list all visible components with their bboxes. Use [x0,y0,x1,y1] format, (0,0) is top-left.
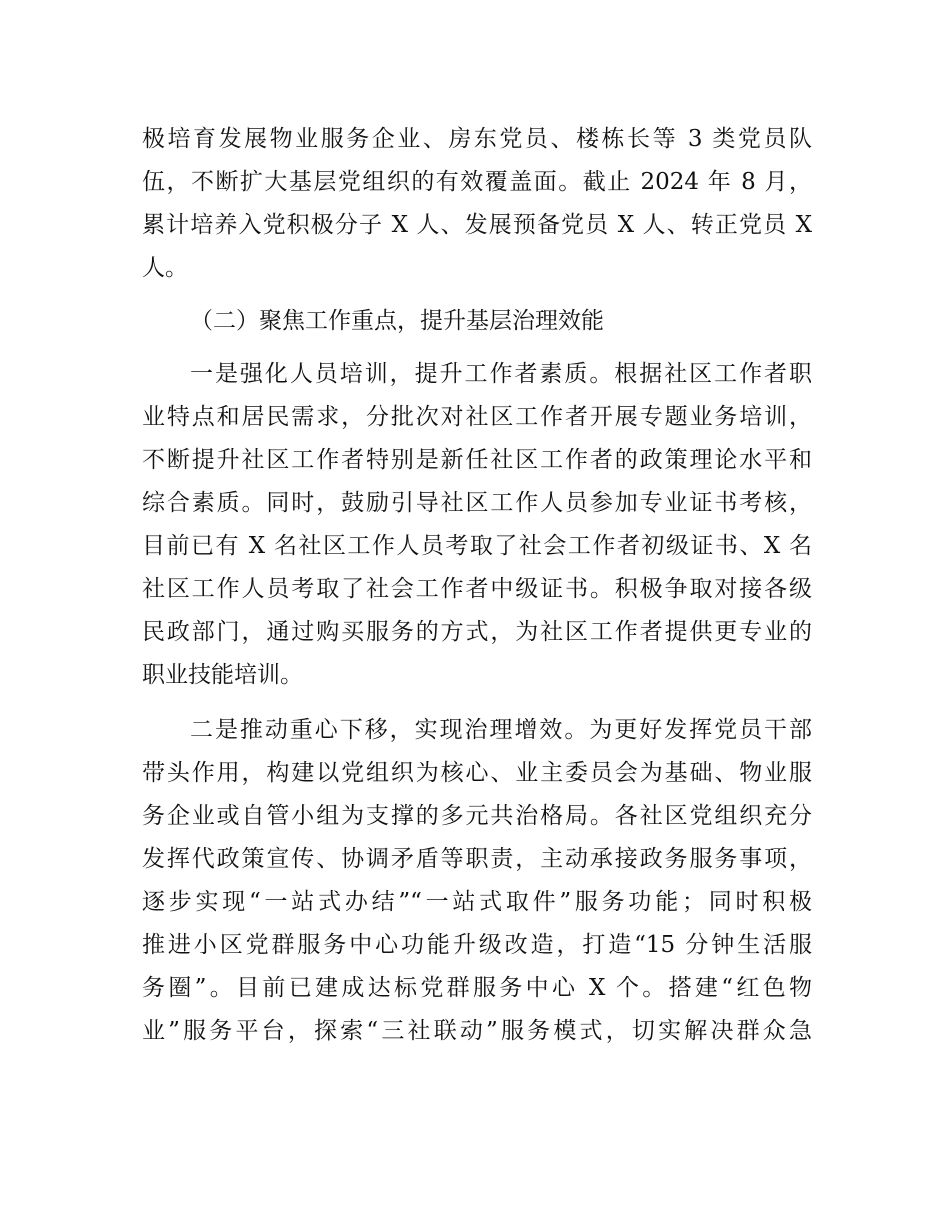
text-line: 累计培养入党积极分子 X 人、发展预备党员 X 人、转正党员 X [142,212,812,238]
text-line: 社区工作人员考取了社会工作者中级证书。积极争取对接各级 [142,576,812,602]
paragraph-first-line: 二是推动重心下移，实现治理增效。为更好发挥党员干部 [190,717,812,743]
text-line: 发挥代政策宣传、协调矛盾等职责，主动承接政务服务事项， [142,846,812,872]
text-line: 民政部门，通过购买服务的方式，为社区工作者提供更专业的 [142,619,812,645]
text-line: 务圈”。目前已建成达标党群服务中心 X 个。搭建“红色物 [142,975,812,1001]
text-line: 伍，不断扩大基层党组织的有效覆盖面。截止 2024 年 8 月， [142,169,812,195]
text-line: 逐步实现“一站式办结”“一站式取件”服务功能；同时积极 [142,889,812,915]
text-line: 职业技能培训。 [142,662,303,688]
text-line: 不断提升社区工作者特别是新任社区工作者的政策理论水平和 [142,447,812,473]
section-heading: （二）聚焦工作重点，提升基层治理效能 [190,308,604,334]
text-line: 目前已有 X 名社区工作人员考取了社会工作者初级证书、X 名 [142,533,812,559]
paragraph-first-line: 一是强化人员培训，提升工作者素质。根据社区工作者职 [190,361,812,387]
text-line: 带头作用，构建以党组织为核心、业主委员会为基础、物业服 [142,760,812,786]
text-line: 业”服务平台，探索“三社联动”服务模式，切实解决群众急 [142,1018,812,1044]
text-line: 业特点和居民需求，分批次对社区工作者开展专题业务培训， [142,404,812,430]
text-line: 极培育发展物业服务企业、房东党员、楼栋长等 3 类党员队 [142,126,812,152]
text-line: 综合素质。同时，鼓励引导社区工作人员参加专业证书考核， [142,490,812,516]
text-line: 推进小区党群服务中心功能升级改造，打造“15 分钟生活服 [142,932,812,958]
text-line: 人。 [142,255,188,281]
text-line: 务企业或自管小组为支撑的多元共治格局。各社区党组织充分 [142,803,812,829]
